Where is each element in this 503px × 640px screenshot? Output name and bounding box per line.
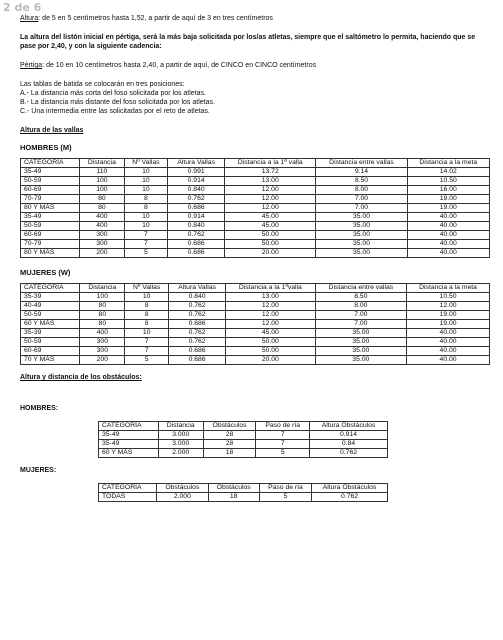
table-cell: 50-59 xyxy=(21,338,80,347)
table-cell: 8 xyxy=(124,204,168,213)
pole-cadence-text: : de 10 en 10 centímetros hasta 2,40, a partir de aquí, de CINCO en CINCO centímetros xyxy=(42,62,317,69)
column-header: Altura Obstáculos xyxy=(312,484,388,493)
table-row xyxy=(21,329,490,338)
table-cell: 2.000 xyxy=(158,449,203,458)
table-cell: 40.00 xyxy=(407,213,489,222)
table-cell: 8 xyxy=(125,302,169,311)
table-cell: 35-49 xyxy=(21,213,80,222)
table-cell: 40.00 xyxy=(407,329,490,338)
table-cell: 8.00 xyxy=(316,186,407,195)
table-cell: 35.00 xyxy=(315,347,407,356)
obstacles-section-title: Altura y distancia de los obstáculos: xyxy=(20,374,142,381)
table-cell: 40.00 xyxy=(407,356,490,365)
table-row xyxy=(99,449,388,458)
column-header: Altura Vallas xyxy=(169,284,226,293)
table-cell: 3.000 xyxy=(158,431,203,440)
table-cell: 8 xyxy=(125,311,169,320)
table-cell: 110 xyxy=(80,168,124,177)
table-cell: 7 xyxy=(124,240,168,249)
column-header: Distancia a la 1ª valla xyxy=(225,159,316,168)
table-cell: 80 xyxy=(80,195,124,204)
table-row xyxy=(21,222,490,231)
table-cell: 200 xyxy=(80,356,125,365)
table-cell: 7 xyxy=(256,431,310,440)
table-cell: 12.00 xyxy=(225,204,316,213)
obstacles-women-title: MUJERES: xyxy=(20,467,57,474)
table-cell: 10 xyxy=(124,186,168,195)
table-cell: 35.00 xyxy=(316,231,407,240)
column-header: CATEGORÍA xyxy=(99,422,159,431)
column-header: Obstáculos xyxy=(157,484,208,493)
table-cell: 40.00 xyxy=(407,222,489,231)
column-header: Distancia xyxy=(80,284,125,293)
table-cell: 8.00 xyxy=(315,302,407,311)
table-cell: 35.00 xyxy=(316,213,407,222)
table-row xyxy=(21,356,490,365)
table-cell: 0.762 xyxy=(169,302,226,311)
table-cell: 19.00 xyxy=(407,320,490,329)
table-cell: 100 xyxy=(80,186,124,195)
table-cell: 35-49 xyxy=(99,440,159,449)
table-row xyxy=(21,320,490,329)
table-cell: 28 xyxy=(203,440,256,449)
table-row xyxy=(21,186,490,195)
table-cell: 20.00 xyxy=(225,249,316,258)
column-header: Distancia a la meta xyxy=(407,284,490,293)
column-header: CATEGORÍA xyxy=(21,284,80,293)
table-cell: 300 xyxy=(80,347,125,356)
table-cell: 10 xyxy=(125,329,169,338)
table-cell: 60 Y MÁS xyxy=(99,449,159,458)
table-cell: 0.762 xyxy=(312,493,388,502)
table-cell: 35.00 xyxy=(315,329,407,338)
table-cell: 45.00 xyxy=(226,329,315,338)
table-cell: 12.00 xyxy=(226,320,315,329)
table-cell: 0.840 xyxy=(168,186,225,195)
table-cell: 10.50 xyxy=(407,177,489,186)
table-cell: 200 xyxy=(80,249,124,258)
table-cell: 35.00 xyxy=(316,249,407,258)
table-cell: 2.000 xyxy=(157,493,208,502)
pole-cadence-label: Pértiga xyxy=(20,62,43,69)
table-cell: 10 xyxy=(124,177,168,186)
table-cell: 10 xyxy=(125,293,169,302)
table-header-row xyxy=(99,484,388,493)
batida-title: Las tablas de batida se colocarán en tres posiciones: xyxy=(20,81,185,88)
column-header: Altura Obstáculos xyxy=(310,422,388,431)
table-cell: 7.00 xyxy=(315,320,407,329)
table-cell: 10.50 xyxy=(407,293,490,302)
table-cell: TODAS xyxy=(99,493,157,502)
table-cell: 7.00 xyxy=(316,204,407,213)
table-cell: 19.00 xyxy=(407,311,490,320)
table-cell: 70-79 xyxy=(21,240,80,249)
table-row xyxy=(21,168,490,177)
table-cell: 50-59 xyxy=(21,222,80,231)
table-cell: 35.00 xyxy=(316,222,407,231)
table-cell: 8 xyxy=(124,195,168,204)
table-cell: 60-69 xyxy=(21,186,80,195)
table-cell: 10 xyxy=(124,213,168,222)
table-cell: 18 xyxy=(203,449,256,458)
table-header-row xyxy=(21,284,490,293)
table-row xyxy=(21,311,490,320)
table-cell: 35-39 xyxy=(21,329,80,338)
table-cell: 28 xyxy=(203,431,256,440)
table-cell: 100 xyxy=(80,293,125,302)
table-cell: 16.00 xyxy=(407,186,489,195)
table-cell: 7 xyxy=(125,338,169,347)
women-table-title: MUJERES (W) xyxy=(20,268,71,277)
table-cell: 0.762 xyxy=(168,195,225,204)
column-header: Distancia a la meta xyxy=(407,159,489,168)
table-cell: 5 xyxy=(125,356,169,365)
height-rule-label: Altura xyxy=(20,15,39,22)
table-cell: 0.840 xyxy=(169,293,226,302)
table-cell: 35-39 xyxy=(21,293,80,302)
table-cell: 40.00 xyxy=(407,249,489,258)
table-row xyxy=(99,493,388,502)
table-cell: 7.00 xyxy=(316,195,407,204)
table-cell: 60-69 xyxy=(21,347,80,356)
table-cell: 70-79 xyxy=(21,195,80,204)
table-cell: 80 xyxy=(80,204,124,213)
column-header: CATEGORÍA xyxy=(21,159,80,168)
obstacles-men-table xyxy=(98,421,388,458)
table-cell: 300 xyxy=(80,231,124,240)
table-row xyxy=(99,440,388,449)
table-row xyxy=(99,431,388,440)
column-header: Distancia entre vallas xyxy=(315,284,407,293)
table-cell: 50.00 xyxy=(226,347,315,356)
table-cell: 400 xyxy=(80,329,125,338)
table-cell: 9.14 xyxy=(316,168,407,177)
table-cell: 5 xyxy=(124,249,168,258)
table-cell: 13.72 xyxy=(225,168,316,177)
table-cell: 35.00 xyxy=(315,338,407,347)
women-hurdles-table xyxy=(20,283,490,365)
column-header: Obstáculos xyxy=(203,422,256,431)
table-cell: 80 xyxy=(80,320,125,329)
table-cell: 12.00 xyxy=(226,311,315,320)
table-cell: 400 xyxy=(80,222,124,231)
table-cell: 0.914 xyxy=(310,431,388,440)
table-cell: 35-49 xyxy=(99,431,159,440)
table-cell: 0.686 xyxy=(168,204,225,213)
table-header-row xyxy=(21,159,490,168)
obstacles-men-title: HOMBRES: xyxy=(20,405,59,412)
table-cell: 35-49 xyxy=(21,168,80,177)
table-cell: 50.00 xyxy=(225,240,316,249)
table-cell: 0.991 xyxy=(168,168,225,177)
table-cell: 400 xyxy=(80,213,124,222)
table-row xyxy=(21,293,490,302)
table-cell: 50.00 xyxy=(225,231,316,240)
table-cell: 60-69 xyxy=(21,231,80,240)
table-cell: 0.914 xyxy=(168,177,225,186)
table-row xyxy=(21,177,490,186)
table-cell: 8 xyxy=(125,320,169,329)
table-row xyxy=(21,302,490,311)
column-header: Altura Vallas xyxy=(168,159,225,168)
table-cell: 0.686 xyxy=(169,347,226,356)
batida-option-a: A.- La distancia más corta del foso solicitada por los atletas. xyxy=(20,90,206,97)
table-cell: 7 xyxy=(125,347,169,356)
table-cell: 50-59 xyxy=(21,177,80,186)
column-header: Nº Vallas xyxy=(125,284,169,293)
pole-vault-rule: La altura del listón inicial en pértiga, será la más baja solicitada por los/as atletas, siempre que el saltómetro lo permita, haciendo que se pase por 2,40, y con la siguiente cadencia: xyxy=(20,34,476,50)
table-cell: 19.00 xyxy=(407,204,489,213)
table-cell: 80 xyxy=(80,302,125,311)
vallas-section-title: Altura de las vallas xyxy=(20,127,84,134)
table-cell: 0.762 xyxy=(310,449,388,458)
table-cell: 7 xyxy=(124,231,168,240)
table-cell: 50.00 xyxy=(226,338,315,347)
table-cell: 12.00 xyxy=(225,186,316,195)
table-cell: 300 xyxy=(80,338,125,347)
table-cell: 12.00 xyxy=(225,195,316,204)
table-cell: 80 Y MÁS xyxy=(21,249,80,258)
table-cell: 80 Y MÁS xyxy=(21,204,80,213)
table-row xyxy=(21,347,490,356)
table-cell: 40.00 xyxy=(407,240,489,249)
table-cell: 60 Y MÁS xyxy=(21,320,80,329)
table-cell: 0.762 xyxy=(169,329,226,338)
table-cell: 45.00 xyxy=(225,222,316,231)
table-cell: 0.914 xyxy=(168,213,225,222)
table-cell: 0.840 xyxy=(168,222,225,231)
men-table-title: HOMBRES (M) xyxy=(20,143,72,152)
table-cell: 300 xyxy=(80,240,124,249)
table-cell: 0.686 xyxy=(168,249,225,258)
table-cell: 13.00 xyxy=(226,293,315,302)
height-rule-text: : de 5 en 5 centímetros hasta 1,52, a partir de aquí de 3 en tres centímetros xyxy=(38,15,273,22)
table-cell: 10 xyxy=(124,222,168,231)
column-header: Paso de ría xyxy=(259,484,311,493)
table-header-row xyxy=(99,422,388,431)
batida-option-b: B.- La distancia más distante del foso solicitada por los atletas. xyxy=(20,99,215,106)
column-header: Nº Vallas xyxy=(124,159,168,168)
table-cell: 0.686 xyxy=(169,356,226,365)
obstacles-women-table xyxy=(98,483,388,502)
column-header: Distancia xyxy=(80,159,124,168)
table-row xyxy=(21,195,490,204)
table-cell: 0.762 xyxy=(168,231,225,240)
table-cell: 8.50 xyxy=(316,177,407,186)
table-row xyxy=(21,249,490,258)
table-cell: 40.00 xyxy=(407,347,490,356)
table-cell: 3.000 xyxy=(158,440,203,449)
table-cell: 40-49 xyxy=(21,302,80,311)
table-cell: 0.762 xyxy=(169,338,226,347)
column-header: Distancia a la 1ªvalla xyxy=(226,284,315,293)
batida-option-c: C.- Una intermedia entre las solicitadas por el reto de atletas. xyxy=(20,108,210,115)
table-cell: 10 xyxy=(124,168,168,177)
table-cell: 7.00 xyxy=(315,311,407,320)
table-cell: 35.00 xyxy=(315,356,407,365)
table-cell: 18 xyxy=(208,493,259,502)
table-cell: 5 xyxy=(259,493,311,502)
pole-cadence xyxy=(20,61,490,70)
table-cell: 0.762 xyxy=(169,311,226,320)
column-header: Obstáculos xyxy=(208,484,259,493)
table-cell: 80 xyxy=(80,311,125,320)
table-cell: 20.00 xyxy=(226,356,315,365)
column-header: Distancia entre vallas xyxy=(316,159,407,168)
table-cell: 19.00 xyxy=(407,195,489,204)
table-cell: 0.84 xyxy=(310,440,388,449)
table-cell: 0.686 xyxy=(169,320,226,329)
table-row xyxy=(21,204,490,213)
page-counter-badge: 2 de 6 xyxy=(3,1,42,14)
table-cell: 40.00 xyxy=(407,338,490,347)
table-cell: 70 Y MÁS xyxy=(21,356,80,365)
table-cell: 12.00 xyxy=(407,302,490,311)
table-cell: 50-59 xyxy=(21,311,80,320)
table-cell: 13.00 xyxy=(225,177,316,186)
table-cell: 5 xyxy=(256,449,310,458)
table-cell: 100 xyxy=(80,177,124,186)
table-cell: 14.02 xyxy=(407,168,489,177)
table-cell: 0.686 xyxy=(168,240,225,249)
table-cell: 7 xyxy=(256,440,310,449)
table-row xyxy=(21,240,490,249)
table-row xyxy=(21,338,490,347)
table-cell: 8.50 xyxy=(315,293,407,302)
men-hurdles-table xyxy=(20,158,490,258)
table-row xyxy=(21,231,490,240)
table-cell: 35.00 xyxy=(316,240,407,249)
table-row xyxy=(21,213,490,222)
column-header: Paso de ría xyxy=(256,422,310,431)
document-body xyxy=(20,14,490,502)
table-cell: 12.00 xyxy=(226,302,315,311)
table-cell: 45.00 xyxy=(225,213,316,222)
table-cell: 40.00 xyxy=(407,231,489,240)
column-header: CATEGORÍA xyxy=(99,484,157,493)
height-rule xyxy=(20,14,490,23)
column-header: Distancia xyxy=(158,422,203,431)
